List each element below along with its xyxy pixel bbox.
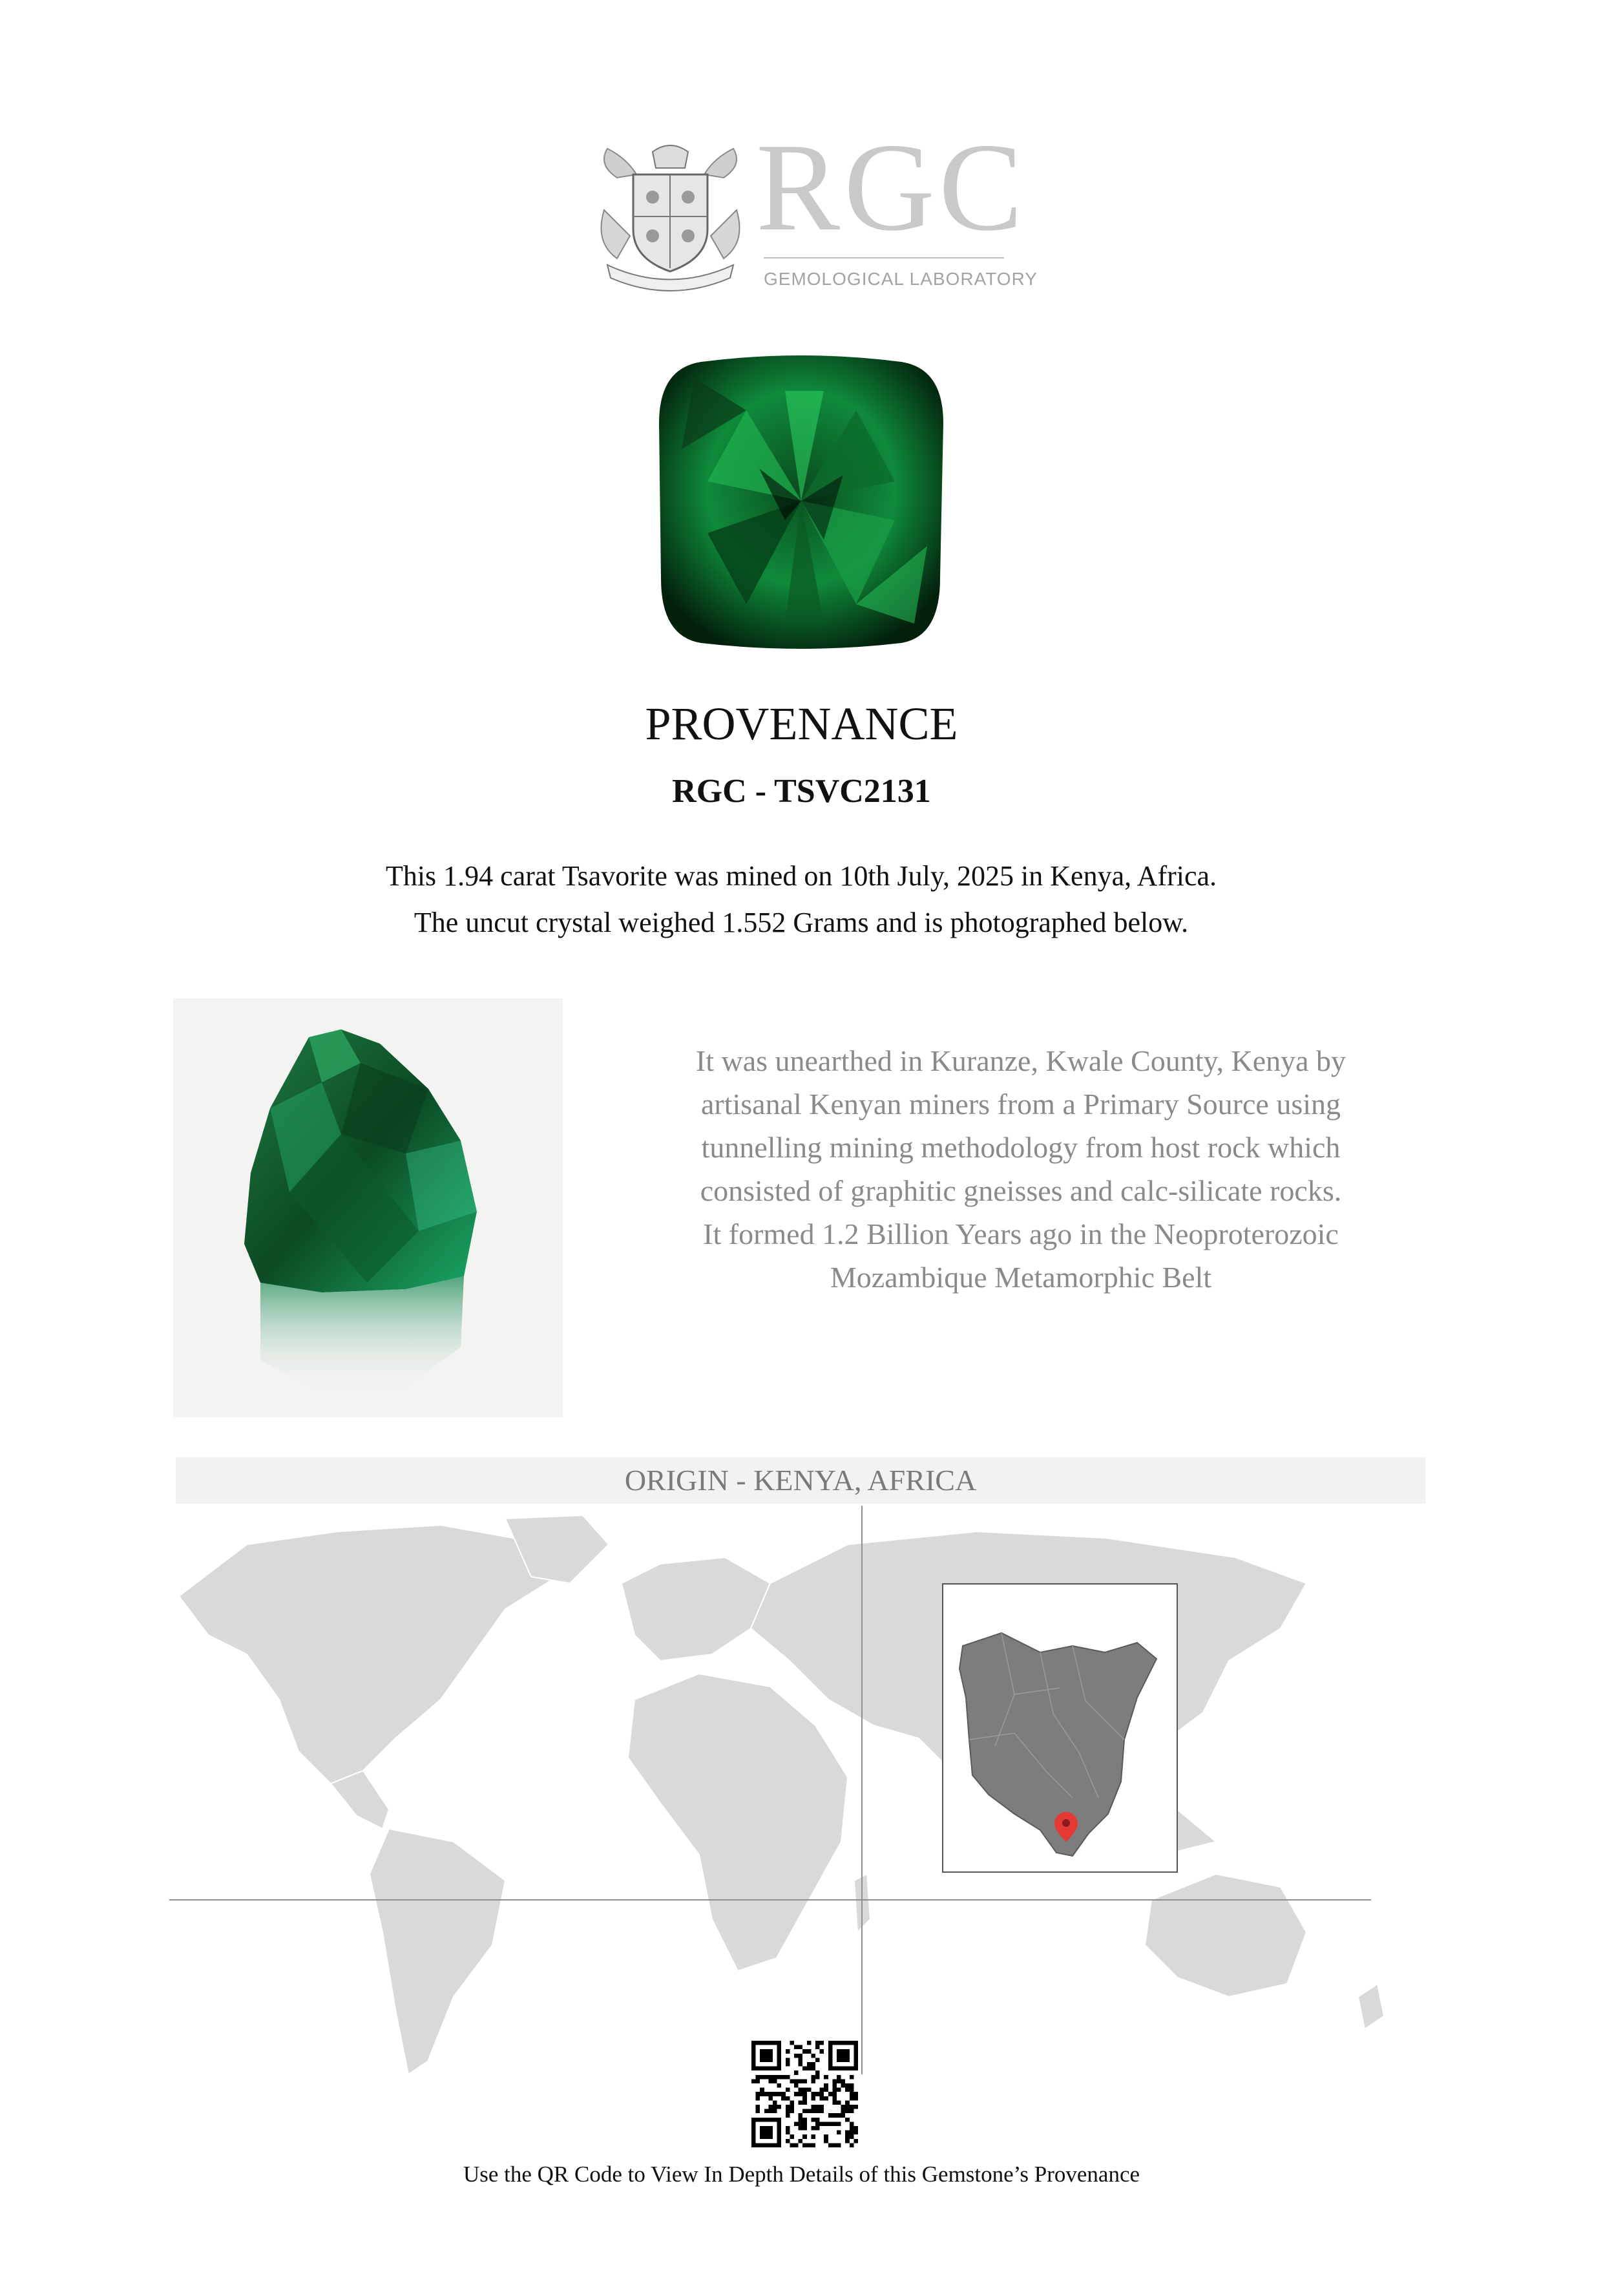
world-map <box>169 1506 1436 2100</box>
rough-crystal-image <box>173 998 563 1417</box>
continent-europe <box>622 1557 770 1661</box>
detail-line: artisanal Kenyan miners from a Primary Source using <box>700 1088 1341 1121</box>
page-title: PROVENANCE <box>645 698 958 750</box>
continent-africa <box>628 1674 848 1971</box>
origin-label: ORIGIN - KENYA, AFRICA <box>624 1464 977 1497</box>
qr-instruction-footer: Use the QR Code to View In Depth Details of this Gemstone’s Provenance <box>463 2162 1140 2187</box>
detail-line: Mozambique Metamorphic Belt <box>830 1261 1212 1294</box>
logo-subtitle: GEMOLOGICAL LABORATORY <box>764 269 1038 289</box>
detail-line: tunnelling mining methodology from host rock which <box>701 1131 1341 1164</box>
kenya-map <box>943 1585 1177 1871</box>
logo-divider <box>764 257 1004 258</box>
reference-number: RGC - TSVC2131 <box>672 773 931 810</box>
brand-logo-text: RGC <box>756 118 1027 257</box>
summary-line: This 1.94 carat Tsavorite was mined on 10th July, 2025 in Kenya, Africa. <box>385 860 1217 892</box>
rough-crystal-panel <box>173 998 563 1417</box>
detail-line: It was unearthed in Kuranze, Kwale County, Kenya by <box>695 1044 1346 1077</box>
continent-north-america <box>179 1525 557 1784</box>
kenya-inset-map <box>942 1583 1178 1873</box>
detail-line: It formed 1.2 Billion Years ago in the Neoproterozoic <box>703 1217 1339 1250</box>
heraldic-crest-icon <box>591 139 749 294</box>
provenance-details <box>627 1039 1415 1299</box>
island-new-zealand <box>1358 1984 1384 2029</box>
qr-code[interactable] <box>751 2041 858 2147</box>
summary-line: The uncut crystal weighed 1.552 Grams and is photographed below. <box>414 907 1189 938</box>
continent-south-america <box>370 1829 505 2074</box>
continent-australia <box>1145 1874 1306 1997</box>
cut-gemstone-image <box>656 352 947 649</box>
detail-line: consisted of graphitic gneisses and calc-silicate rocks. <box>700 1174 1342 1207</box>
summary-text <box>194 853 1409 946</box>
